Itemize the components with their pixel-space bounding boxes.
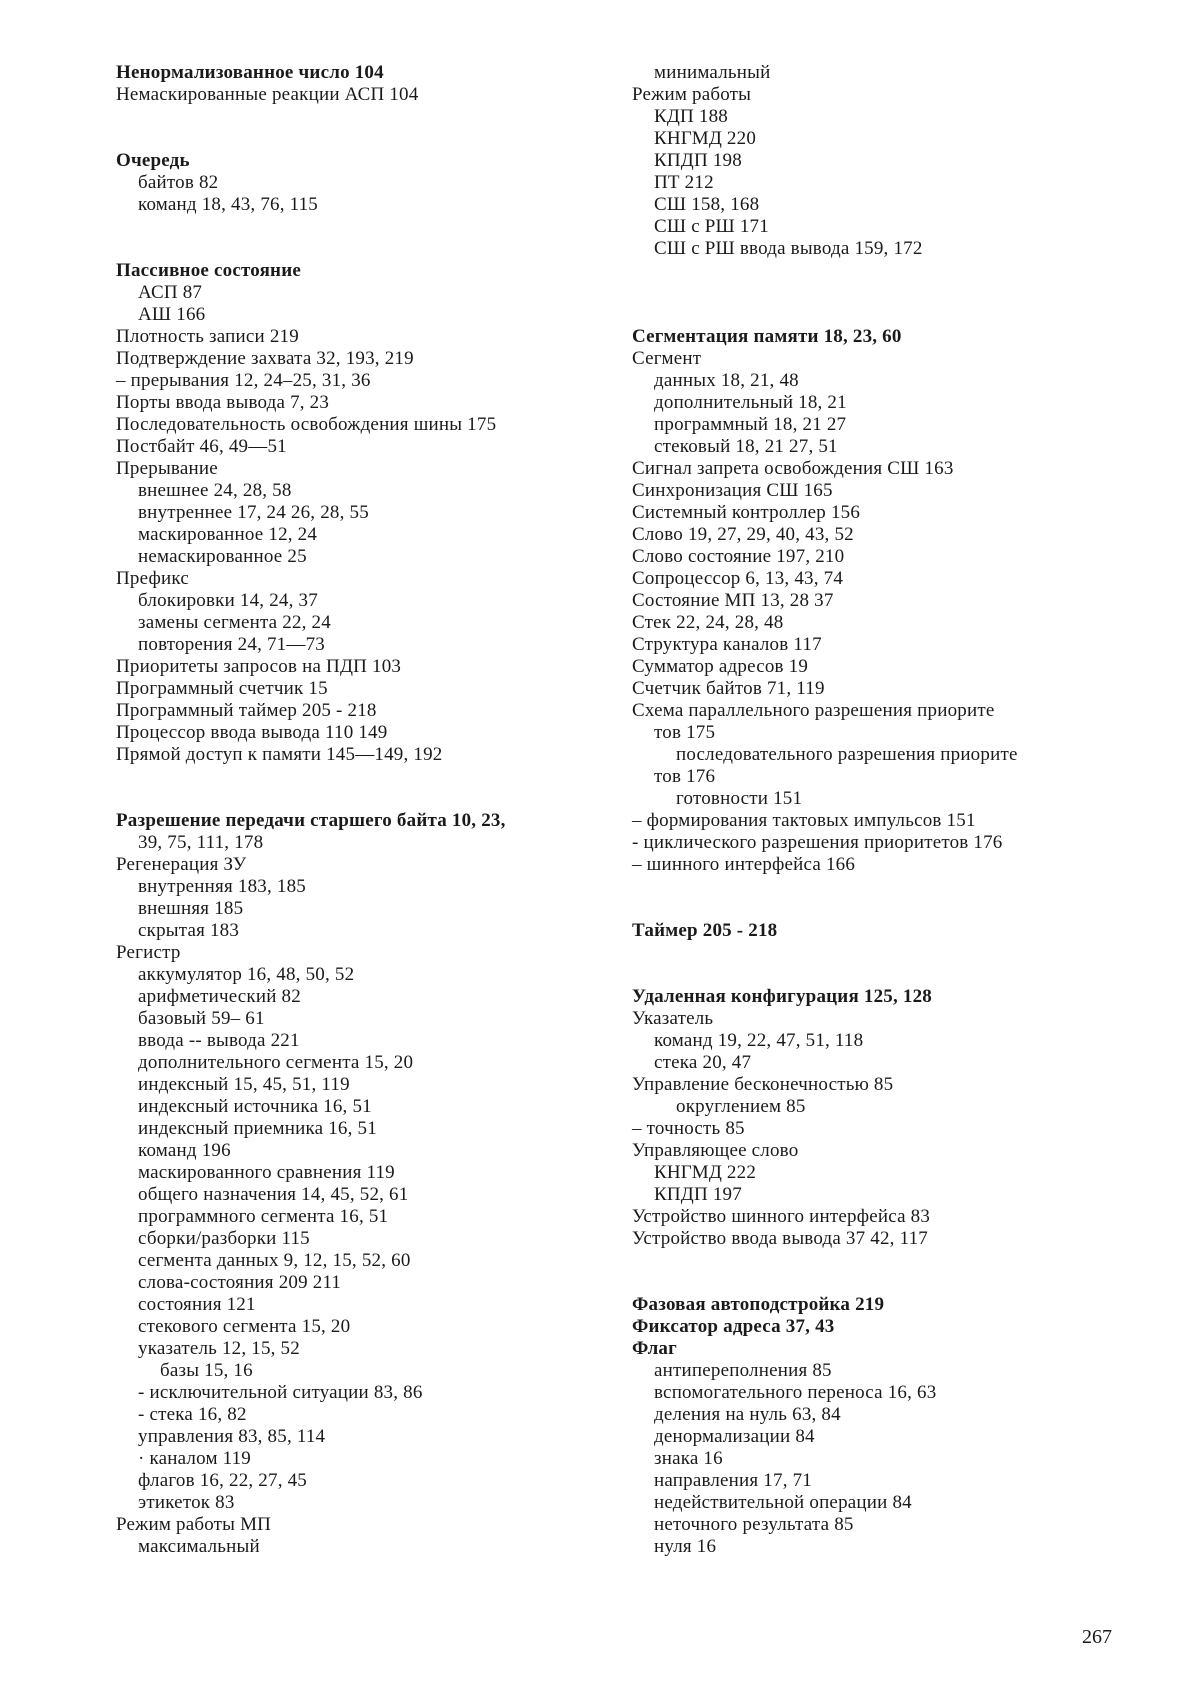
index-subentry: базы 15, 16 — [116, 1360, 616, 1382]
section-gap — [632, 942, 1112, 986]
index-entry: Управляющее слово — [632, 1140, 1112, 1162]
index-subentry: команд 18, 43, 76, 115 — [116, 194, 616, 216]
index-subentry: этикеток 83 — [116, 1492, 616, 1514]
index-entry: Сегментация памяти 18, 23, 60 — [632, 326, 1112, 348]
index-entry: Процессор ввода вывода 110 149 — [116, 722, 616, 744]
index-subentry: вспомогательного переноса 16, 63 — [632, 1382, 1112, 1404]
index-entry: Слово 19, 27, 29, 40, 43, 52 — [632, 524, 1112, 546]
index-entry: Программный таймер 205 - 218 — [116, 700, 616, 722]
index-entry: Регенерация ЗУ — [116, 854, 616, 876]
index-entry: – формирования тактовых импульсов 151 — [632, 810, 1112, 832]
index-entry: Режим работы — [632, 84, 1112, 106]
index-subentry: байтов 82 — [116, 172, 616, 194]
index-subentry: указатель 12, 15, 52 — [116, 1338, 616, 1360]
index-subentry: деления на нуль 63, 84 — [632, 1404, 1112, 1426]
index-entry: Сумматор адресов 19 — [632, 656, 1112, 678]
index-entry: Флаг — [632, 1338, 1112, 1360]
index-subentry: - стека 16, 82 — [116, 1404, 616, 1426]
index-subentry: неточного результата 85 — [632, 1514, 1112, 1536]
index-entry: Стек 22, 24, 28, 48 — [632, 612, 1112, 634]
index-subentry: КНГМД 222 — [632, 1162, 1112, 1184]
index-subentry: направления 17, 71 — [632, 1470, 1112, 1492]
index-subentry: программного сегмента 16, 51 — [116, 1206, 616, 1228]
index-entry: Режим работы МП — [116, 1514, 616, 1536]
index-subentry: 39, 75, 111, 178 — [116, 832, 616, 854]
index-subentry: состояния 121 — [116, 1294, 616, 1316]
index-subentry: базовый 59– 61 — [116, 1008, 616, 1030]
index-subentry: СШ с РШ ввода вывода 159, 172 — [632, 238, 1112, 260]
index-subentry: СШ с РШ 171 — [632, 216, 1112, 238]
index-entry: Сигнал запрета освобождения СШ 163 — [632, 458, 1112, 480]
index-subentry: денормализации 84 — [632, 1426, 1112, 1448]
index-subentry: флагов 16, 22, 27, 45 — [116, 1470, 616, 1492]
index-subentry: индексный источника 16, 51 — [116, 1096, 616, 1118]
index-subentry: минимальный — [632, 62, 1112, 84]
index-subentry: стека 20, 47 — [632, 1052, 1112, 1074]
section-gap — [116, 766, 616, 810]
index-entry: Прямой доступ к памяти 145—149, 192 — [116, 744, 616, 766]
index-subentry: дополнительного сегмента 15, 20 — [116, 1052, 616, 1074]
index-entry: Указатель — [632, 1008, 1112, 1030]
index-entry: – прерывания 12, 24–25, 31, 36 — [116, 370, 616, 392]
index-entry: Устройство шинного интерфейса 83 — [632, 1206, 1112, 1228]
index-entry: Очередь — [116, 150, 616, 172]
index-subentry: ввода -- вывода 221 — [116, 1030, 616, 1052]
index-entry: Таймер 205 - 218 — [632, 920, 1112, 942]
index-subentry: антипереполнения 85 — [632, 1360, 1112, 1382]
index-entry: Префикс — [116, 568, 616, 590]
index-subentry: КНГМД 220 — [632, 128, 1112, 150]
index-entry: Структура каналов 117 — [632, 634, 1112, 656]
index-subentry: последовательного разрешения приорите — [632, 744, 1112, 766]
index-entry: Пассивное состояние — [116, 260, 616, 282]
index-subentry: нуля 16 — [632, 1536, 1112, 1558]
index-subentry: СШ 158, 168 — [632, 194, 1112, 216]
index-entry: Ненормализованное число 104 — [116, 62, 616, 84]
index-entry: Разрешение передачи старшего байта 10, 23, — [116, 810, 616, 832]
index-entry: Сопроцессор 6, 13, 43, 74 — [632, 568, 1112, 590]
index-subentry: слова-состояния 209 211 — [116, 1272, 616, 1294]
index-subentry: недействительной операции 84 — [632, 1492, 1112, 1514]
index-subentry: маскированное 12, 24 — [116, 524, 616, 546]
index-entry: Счетчик байтов 71, 119 — [632, 678, 1112, 700]
index-column-left — [116, 62, 616, 1558]
index-entry: – шинного интерфейса 166 — [632, 854, 1112, 876]
index-subentry: немаскированное 25 — [116, 546, 616, 568]
index-subentry: - исключительной ситуации 83, 86 — [116, 1382, 616, 1404]
index-subentry: КДП 188 — [632, 106, 1112, 128]
index-subentry: сборки/разборки 115 — [116, 1228, 616, 1250]
index-subentry: блокировки 14, 24, 37 — [116, 590, 616, 612]
index-entry: Управление бесконечностью 85 — [632, 1074, 1112, 1096]
index-entry: Слово состояние 197, 210 — [632, 546, 1112, 568]
index-entry: Устройство ввода вывода 37 42, 117 — [632, 1228, 1112, 1250]
index-subentry: готовности 151 — [632, 788, 1112, 810]
index-subentry: индексный приемника 16, 51 — [116, 1118, 616, 1140]
index-subentry: КПДП 197 — [632, 1184, 1112, 1206]
index-subentry: КПДП 198 — [632, 150, 1112, 172]
index-entry: Удаленная конфигурация 125, 128 — [632, 986, 1112, 1008]
page-number: 267 — [1082, 1626, 1112, 1649]
section-gap — [632, 876, 1112, 920]
index-entry: Синхронизация СШ 165 — [632, 480, 1112, 502]
index-subentry: дополнительный 18, 21 — [632, 392, 1112, 414]
index-entry: Схема параллельного разрешения приорите — [632, 700, 1112, 722]
index-subentry: тов 175 — [632, 722, 1112, 744]
index-entry: – точность 85 — [632, 1118, 1112, 1140]
index-subentry: сегмента данных 9, 12, 15, 52, 60 — [116, 1250, 616, 1272]
index-entry: Программный счетчик 15 — [116, 678, 616, 700]
index-subentry: индексный 15, 45, 51, 119 — [116, 1074, 616, 1096]
index-entry: Немаскированные реакции АСП 104 — [116, 84, 616, 106]
index-entry: Плотность записи 219 — [116, 326, 616, 348]
index-subentry: маскированного сравнения 119 — [116, 1162, 616, 1184]
index-subentry: общего назначения 14, 45, 52, 61 — [116, 1184, 616, 1206]
index-subentry: аккумулятор 16, 48, 50, 52 — [116, 964, 616, 986]
index-subentry: округлением 85 — [632, 1096, 1112, 1118]
index-subentry: внутренняя 183, 185 — [116, 876, 616, 898]
index-entry: Приоритеты запросов на ПДП 103 — [116, 656, 616, 678]
index-entry: Постбайт 46, 49—51 — [116, 436, 616, 458]
index-subentry: программный 18, 21 27 — [632, 414, 1112, 436]
section-gap — [116, 216, 616, 260]
index-entry: Порты ввода вывода 7, 23 — [116, 392, 616, 414]
index-subentry: максимальный — [116, 1536, 616, 1558]
index-subentry: команд 19, 22, 47, 51, 118 — [632, 1030, 1112, 1052]
index-subentry: АШ 166 — [116, 304, 616, 326]
index-subentry: внешнее 24, 28, 58 — [116, 480, 616, 502]
index-entry: Системный контроллер 156 — [632, 502, 1112, 524]
index-subentry: скрытая 183 — [116, 920, 616, 942]
index-subentry: тов 176 — [632, 766, 1112, 788]
index-column-right — [632, 62, 1112, 1558]
index-entry: Фазовая автоподстройка 219 — [632, 1294, 1112, 1316]
index-entry: - циклического разрешения приоритетов 176 — [632, 832, 1112, 854]
index-subentry: повторения 24, 71—73 — [116, 634, 616, 656]
index-entry: Регистр — [116, 942, 616, 964]
index-entry: Состояние МП 13, 28 37 — [632, 590, 1112, 612]
section-gap — [632, 1250, 1112, 1294]
section-gap — [632, 304, 1112, 326]
index-entry: Сегмент — [632, 348, 1112, 370]
index-subentry: внешняя 185 — [116, 898, 616, 920]
index-subentry: стекового сегмента 15, 20 — [116, 1316, 616, 1338]
index-subentry: ПТ 212 — [632, 172, 1112, 194]
index-entry: Фиксатор адреса 37, 43 — [632, 1316, 1112, 1338]
index-subentry: знака 16 — [632, 1448, 1112, 1470]
index-subentry: · каналом 119 — [116, 1448, 616, 1470]
index-subentry: команд 196 — [116, 1140, 616, 1162]
section-gap — [632, 260, 1112, 304]
index-entry: Последовательность освобождения шины 175 — [116, 414, 616, 436]
index-subentry: арифметический 82 — [116, 986, 616, 1008]
index-entry: Прерывание — [116, 458, 616, 480]
section-gap — [116, 106, 616, 150]
index-subentry: стековый 18, 21 27, 51 — [632, 436, 1112, 458]
index-subentry: данных 18, 21, 48 — [632, 370, 1112, 392]
index-subentry: внутреннее 17, 24 26, 28, 55 — [116, 502, 616, 524]
index-subentry: АСП 87 — [116, 282, 616, 304]
index-subentry: управления 83, 85, 114 — [116, 1426, 616, 1448]
index-entry: Подтверждение захвата 32, 193, 219 — [116, 348, 616, 370]
index-subentry: замены сегмента 22, 24 — [116, 612, 616, 634]
